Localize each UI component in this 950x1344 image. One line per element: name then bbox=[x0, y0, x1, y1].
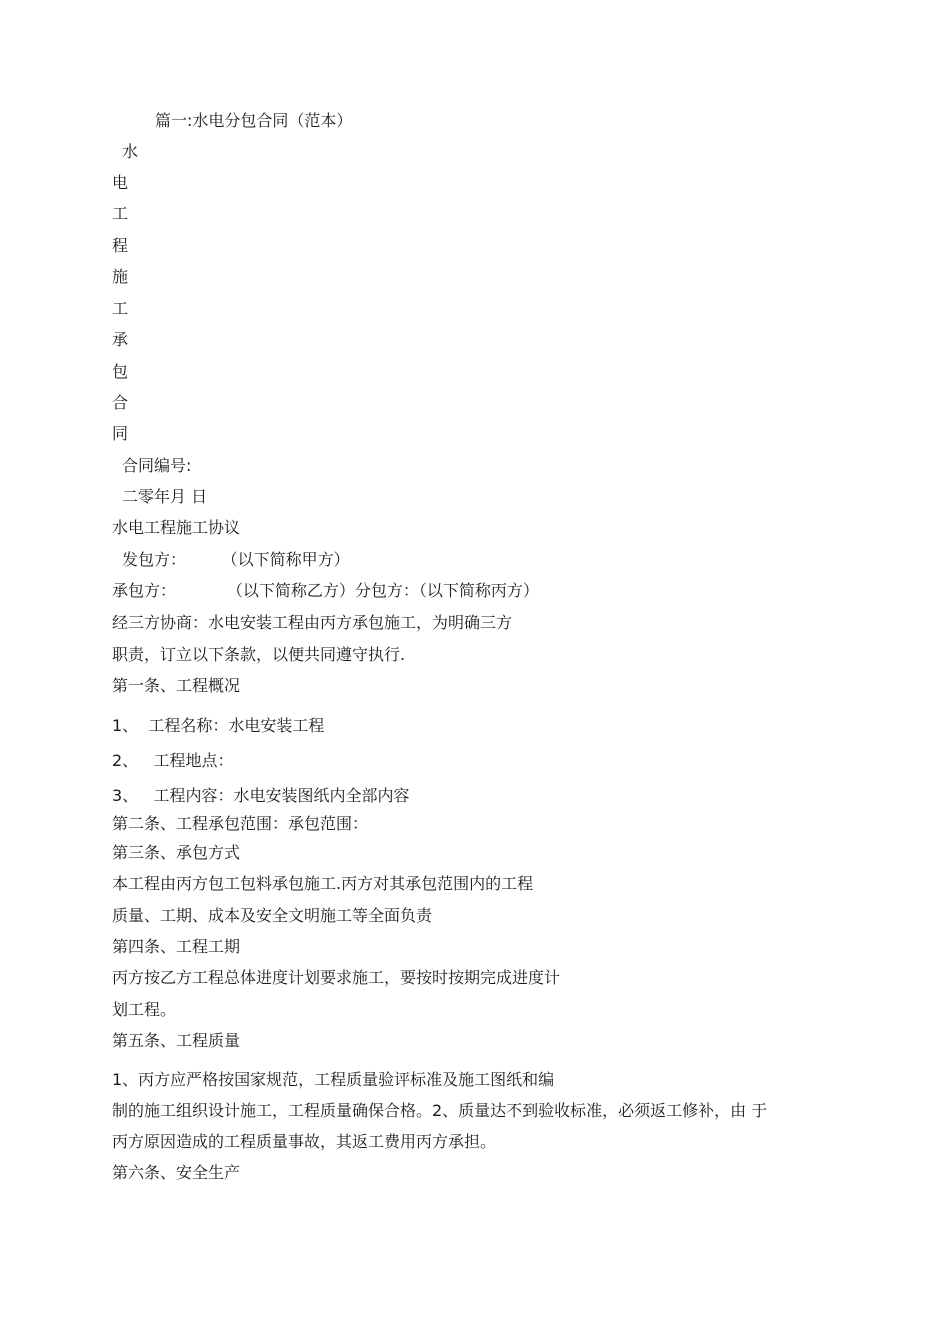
vertical-title-char: 电 bbox=[112, 173, 129, 192]
vertical-title-char: 承 bbox=[112, 330, 129, 349]
article-1-item: 2、 工程地点： bbox=[112, 751, 234, 770]
article-4-text: 丙方按乙方工程总体进度计划要求施工，要按时按期完成进度计 bbox=[112, 968, 561, 987]
vertical-title-char: 工 bbox=[112, 204, 129, 223]
article-5-text: 1、丙方应严格按国家规范，工程质量验评标准及施工图纸和编 bbox=[112, 1070, 555, 1089]
article-1-item: 1、 工程名称：水电安装工程 bbox=[112, 716, 325, 735]
vertical-title-char: 合 bbox=[112, 393, 129, 412]
document-heading: 篇一:水电分包合同（范本） bbox=[155, 111, 353, 130]
article-6-title: 第六条、安全生产 bbox=[112, 1163, 241, 1182]
vertical-title-char: 程 bbox=[112, 236, 129, 255]
vertical-title-char: 包 bbox=[112, 362, 129, 381]
article-5-text: 制的施工组织设计施工，工程质量确保合格。2、质量达不到验收标准，必须返工修补，由 于 bbox=[112, 1101, 768, 1120]
article-3-title: 第三条、承包方式 bbox=[112, 843, 241, 862]
article-4-text: 划工程。 bbox=[112, 1000, 177, 1019]
party-b-c: 承包方： （以下简称乙方）分包方：（以下简称丙方） bbox=[112, 581, 539, 600]
party-a: 发包方： （以下简称甲方） bbox=[122, 550, 350, 569]
article-3-text: 质量、工期、成本及安全文明施工等全面负责 bbox=[112, 906, 433, 925]
vertical-title-char: 工 bbox=[112, 299, 129, 318]
article-1-item: 3、 工程内容：水电安装图纸内全部内容 bbox=[112, 786, 410, 805]
article-5-title: 第五条、工程质量 bbox=[112, 1031, 241, 1050]
vertical-title-char: 施 bbox=[112, 267, 129, 286]
article-3-text: 本工程由丙方包工包料承包施工.丙方对其承包范围内的工程 bbox=[112, 874, 534, 893]
contract-date: 二零年月 日 bbox=[122, 487, 208, 506]
intro-paragraph-line: 经三方协商：水电安装工程由丙方承包施工，为明确三方 bbox=[112, 613, 513, 632]
article-2: 第二条、工程承包范围：承包范围： bbox=[112, 814, 369, 833]
vertical-title-char: 水 bbox=[122, 142, 139, 161]
article-5-text: 丙方原因造成的工程质量事故，其返工费用丙方承担。 bbox=[112, 1132, 497, 1151]
article-1-title: 第一条、工程概况 bbox=[112, 676, 241, 695]
agreement-title: 水电工程施工协议 bbox=[112, 518, 241, 537]
contract-number-label: 合同编号: bbox=[122, 456, 192, 475]
vertical-title-char: 同 bbox=[112, 424, 129, 443]
article-4-title: 第四条、工程工期 bbox=[112, 937, 241, 956]
intro-paragraph-line: 职责，订立以下条款，以便共同遵守执行. bbox=[112, 645, 406, 664]
